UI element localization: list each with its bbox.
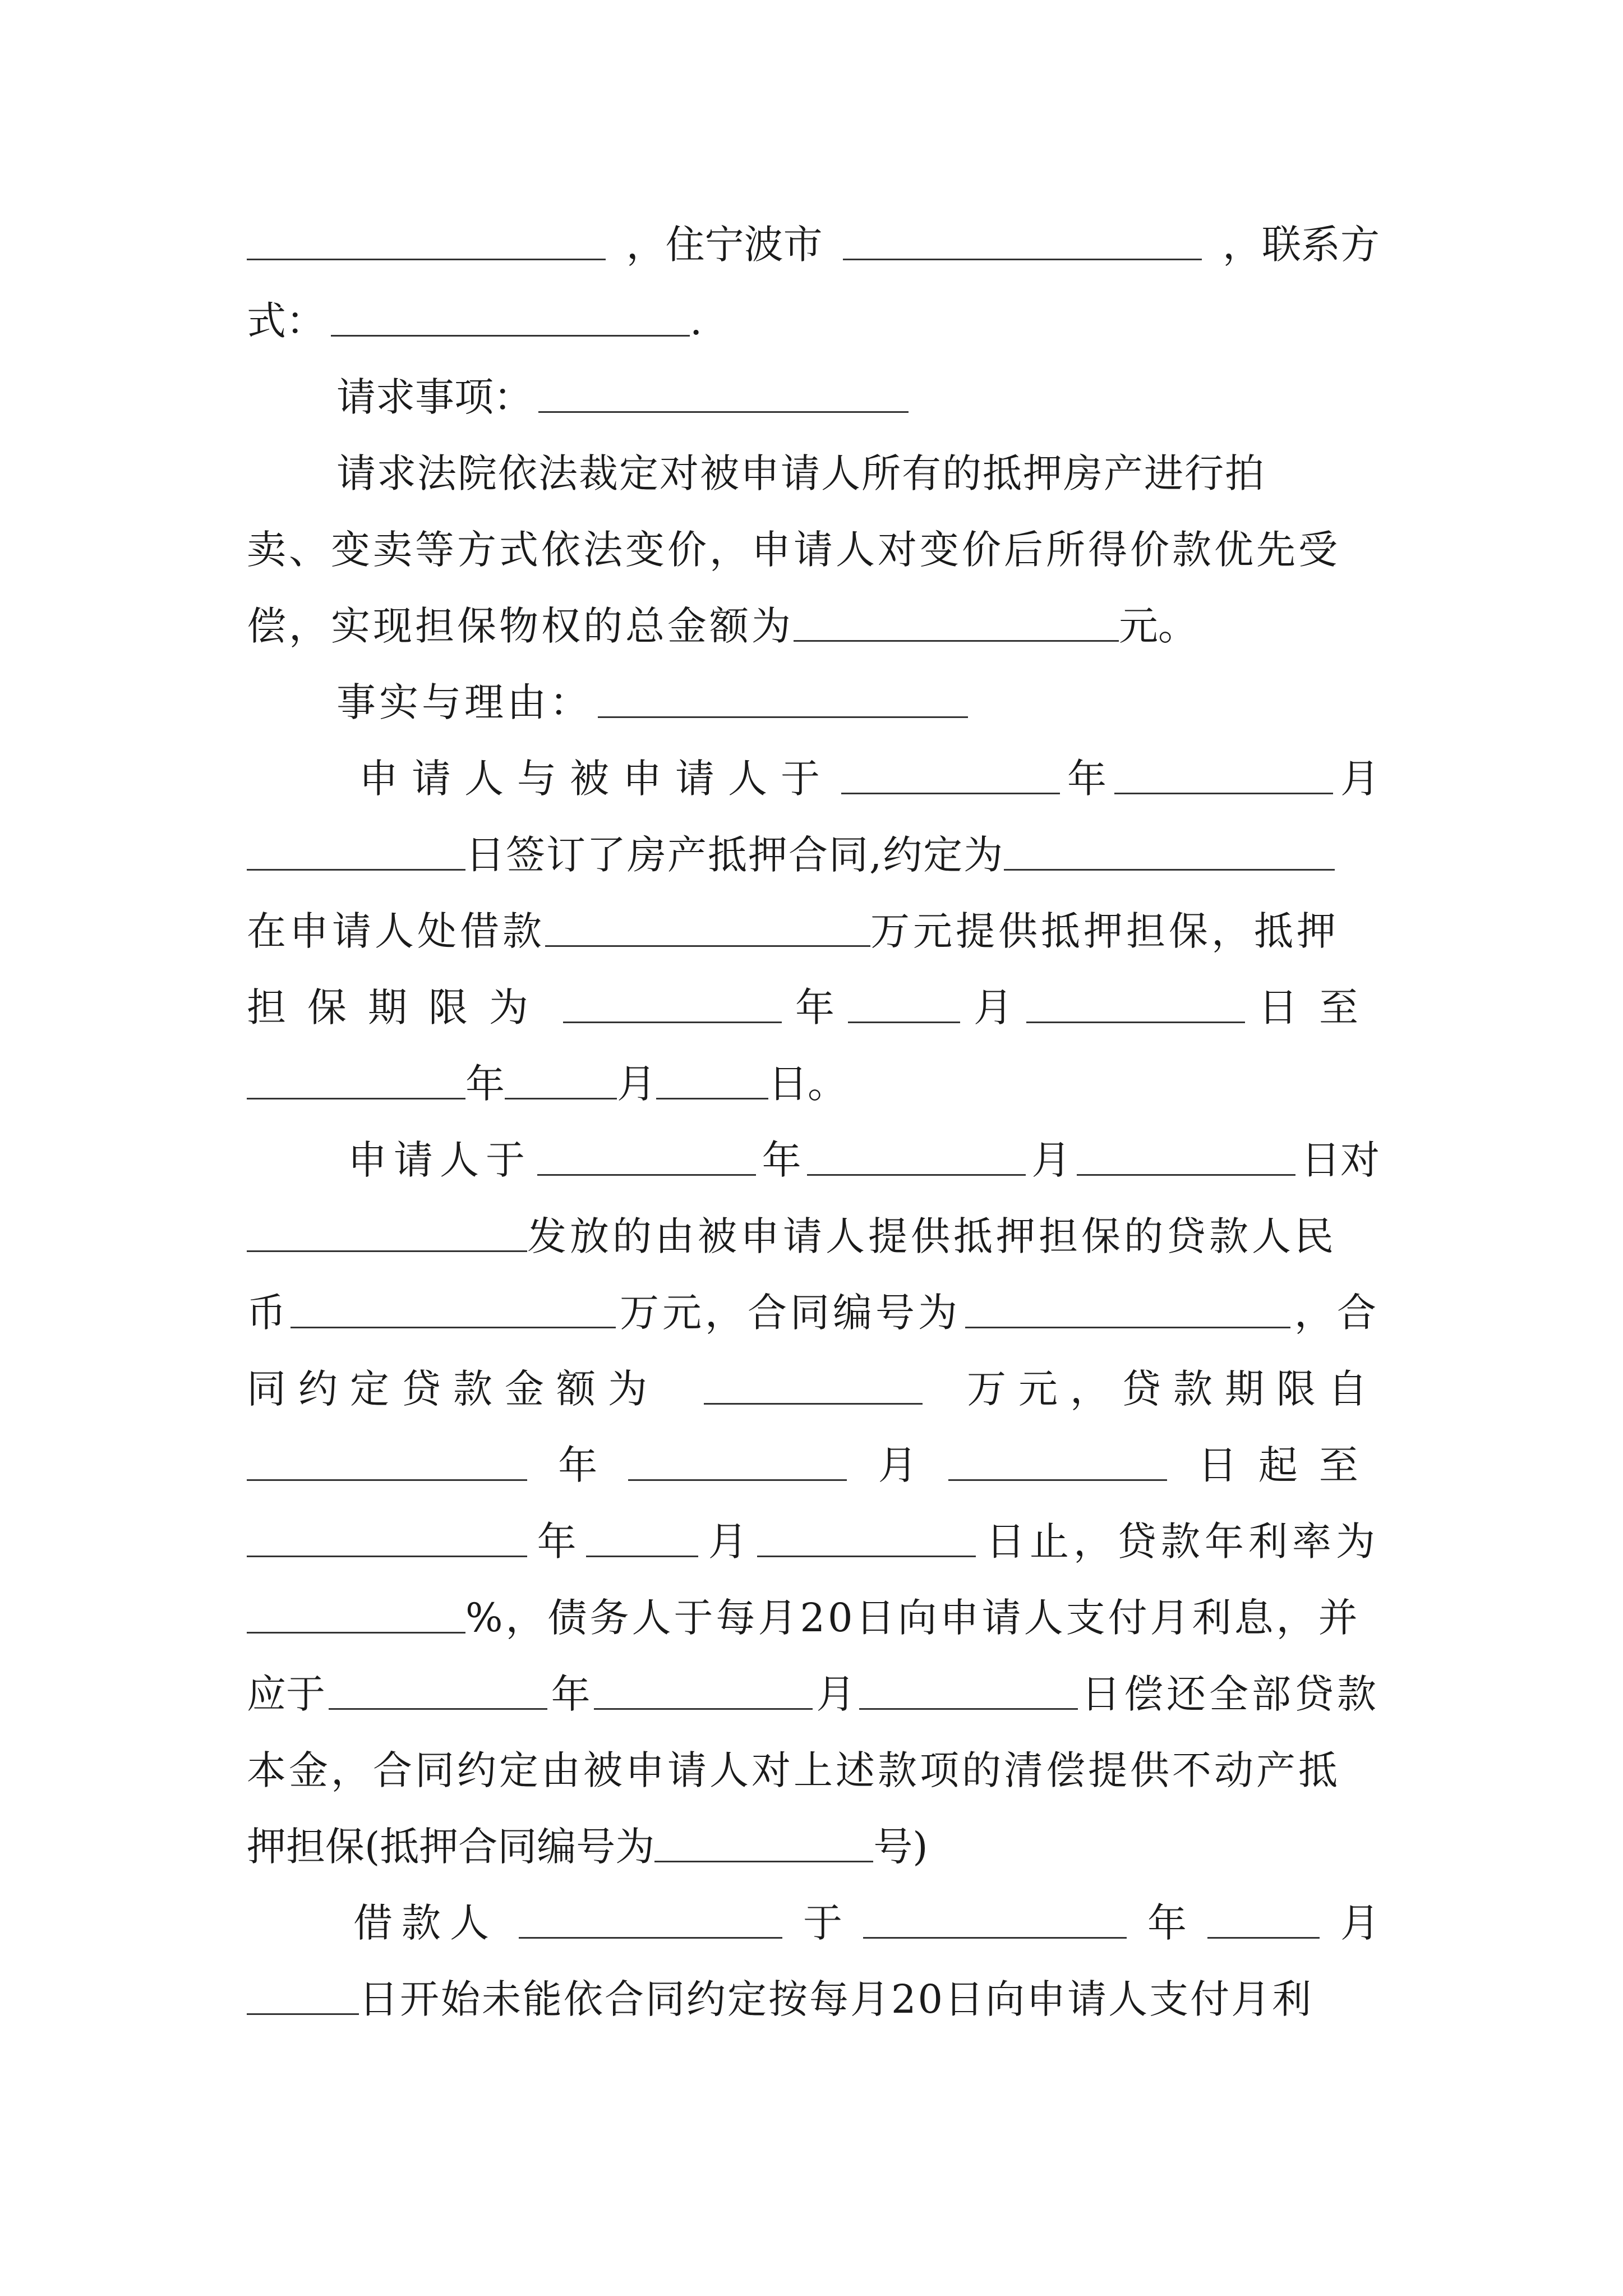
text-segment: %，债务人于每月20日向申请人支付月利息，并 [465, 1595, 1361, 1641]
text-segment: 日偿还全部贷款 [1081, 1671, 1380, 1717]
text-segment: 事实与理由： [336, 679, 592, 725]
text-line [247, 827, 1380, 883]
blank-line [848, 1014, 960, 1023]
text-segment: 日至 [1258, 984, 1380, 1030]
text-line [247, 1666, 1380, 1722]
text-segment: 担保期限为 [247, 984, 550, 1030]
blank-line [965, 1319, 1290, 1328]
text-line [247, 979, 1380, 1036]
blank-line [807, 1166, 1026, 1176]
text-segment: 月 [617, 1061, 656, 1107]
text-line [247, 1742, 1380, 1798]
text-segment: 于 [803, 1900, 842, 1946]
text-segment: 万元，合同编号为 [620, 1290, 961, 1336]
text-segment: 币 [247, 1290, 286, 1336]
text-segment: 卖、变卖等方式依法变价，申请人对变价后所得价款优先受 [247, 527, 1340, 573]
text-segment: 应于 [247, 1671, 325, 1717]
text-line [247, 903, 1380, 959]
text-line [247, 1513, 1380, 1570]
blank-line [247, 1471, 527, 1481]
text-segment: 日对 [1301, 1137, 1380, 1183]
text-segment: 日起至 [1197, 1442, 1380, 1488]
text-line [247, 217, 1380, 273]
text-segment: 月 [878, 1442, 917, 1488]
text-line [247, 598, 1380, 654]
text-segment: 年 [1067, 756, 1106, 802]
text-segment: 偿，实现担保物权的总金额为 [247, 603, 794, 649]
text-segment: 月 [1031, 1137, 1071, 1183]
text-segment: . [690, 298, 703, 344]
text-segment: 本金，合同约定由被申请人对上述款项的清偿提供不动产抵 [247, 1747, 1340, 1793]
text-segment: 号) [873, 1824, 928, 1870]
blank-line [563, 1014, 782, 1023]
text-segment: 月 [974, 984, 1013, 1030]
blank-line [654, 1853, 873, 1862]
blank-line [843, 251, 1202, 260]
blank-line [247, 1548, 527, 1557]
text-segment: 月 [1340, 1900, 1380, 1946]
text-segment: 年 [558, 1442, 598, 1488]
text-segment: 元。 [1119, 603, 1197, 649]
blank-line [247, 1090, 465, 1099]
text-segment: 押担保(抵押合同编号为 [247, 1824, 655, 1870]
text-line [247, 1208, 1380, 1264]
text-segment: 日签订了房产抵押合同,约定为 [465, 832, 1004, 878]
text-segment: 年 [762, 1137, 801, 1183]
text-segment: 万元提供抵押担保，抵押 [870, 908, 1339, 954]
blank-line [329, 1700, 547, 1710]
text-segment: 申请人与被申请人于 [359, 756, 833, 802]
text-segment: 请求法院依法裁定对被申请人所有的抵押房产进行拍 [336, 450, 1265, 496]
blank-line [704, 1395, 923, 1405]
text-line [247, 1361, 1380, 1417]
blank-line [1114, 785, 1333, 794]
text-segment: 年 [465, 1061, 505, 1107]
blank-line [1004, 861, 1335, 871]
blank-line [247, 1624, 465, 1634]
text-line [359, 751, 1380, 807]
text-line [247, 522, 1380, 578]
text-segment: 日。 [768, 1061, 847, 1107]
blank-line [1207, 1929, 1320, 1939]
text-segment: 年 [795, 984, 834, 1030]
blank-line [247, 861, 465, 871]
blank-line [794, 632, 1119, 642]
text-line [336, 369, 1380, 425]
text-segment: 同约定贷款金额为 [247, 1366, 660, 1412]
text-line [353, 1895, 1380, 1951]
blank-line [948, 1471, 1167, 1481]
blank-line [757, 1548, 976, 1557]
text-segment: 月 [708, 1519, 748, 1565]
text-segment: ，合 [1294, 1290, 1380, 1336]
blank-line [586, 1548, 698, 1557]
blank-line [594, 1700, 813, 1710]
text-segment: 借款人 [353, 1900, 498, 1946]
blank-line [247, 1243, 527, 1252]
text-segment: 年 [551, 1671, 591, 1717]
text-segment: ，联系方 [1222, 222, 1380, 268]
blank-line [859, 1700, 1078, 1710]
blank-line [519, 1929, 782, 1939]
blank-line [291, 1319, 616, 1328]
blank-line [537, 1166, 756, 1176]
text-segment: 申请人于 [348, 1137, 532, 1183]
text-segment: 月 [1340, 756, 1380, 802]
blank-line [841, 785, 1060, 794]
blank-line [863, 1929, 1127, 1939]
blank-line [598, 708, 968, 718]
text-segment: 请求事项： [336, 374, 533, 420]
text-segment: ，住宁波市 [626, 222, 823, 268]
blank-line [247, 2005, 359, 2015]
text-line [247, 1285, 1380, 1341]
text-segment: 年 [537, 1519, 577, 1565]
blank-line [1026, 1014, 1245, 1023]
text-segment: 日止，贷款年利率为 [985, 1519, 1380, 1565]
text-line [348, 1132, 1380, 1188]
blank-line [331, 327, 690, 337]
text-line [336, 674, 1380, 730]
text-segment: 发放的由被申请人提供抵押担保的贷款人民 [527, 1213, 1337, 1259]
blank-line [247, 251, 606, 260]
blank-line [628, 1471, 847, 1481]
text-line [247, 293, 1380, 349]
text-segment: 月 [816, 1671, 856, 1717]
blank-line [1077, 1166, 1295, 1176]
text-segment: 在申请人处借款 [247, 908, 545, 954]
text-segment: 式： [247, 298, 325, 344]
blank-line [505, 1090, 617, 1099]
text-line [247, 1437, 1380, 1493]
text-line [247, 1056, 1380, 1112]
blank-line [545, 937, 870, 947]
blank-line [656, 1090, 768, 1099]
text-segment: 日开始未能依合同约定按每月20日向申请人支付月利 [359, 1976, 1313, 2022]
text-segment: 年 [1147, 1900, 1187, 1946]
text-segment: 万元，贷款期限自 [967, 1366, 1380, 1412]
blank-line [538, 403, 909, 413]
text-line [247, 1819, 1380, 1875]
text-line [247, 1590, 1380, 1646]
text-line [336, 445, 1380, 501]
text-line [247, 1971, 1380, 2027]
